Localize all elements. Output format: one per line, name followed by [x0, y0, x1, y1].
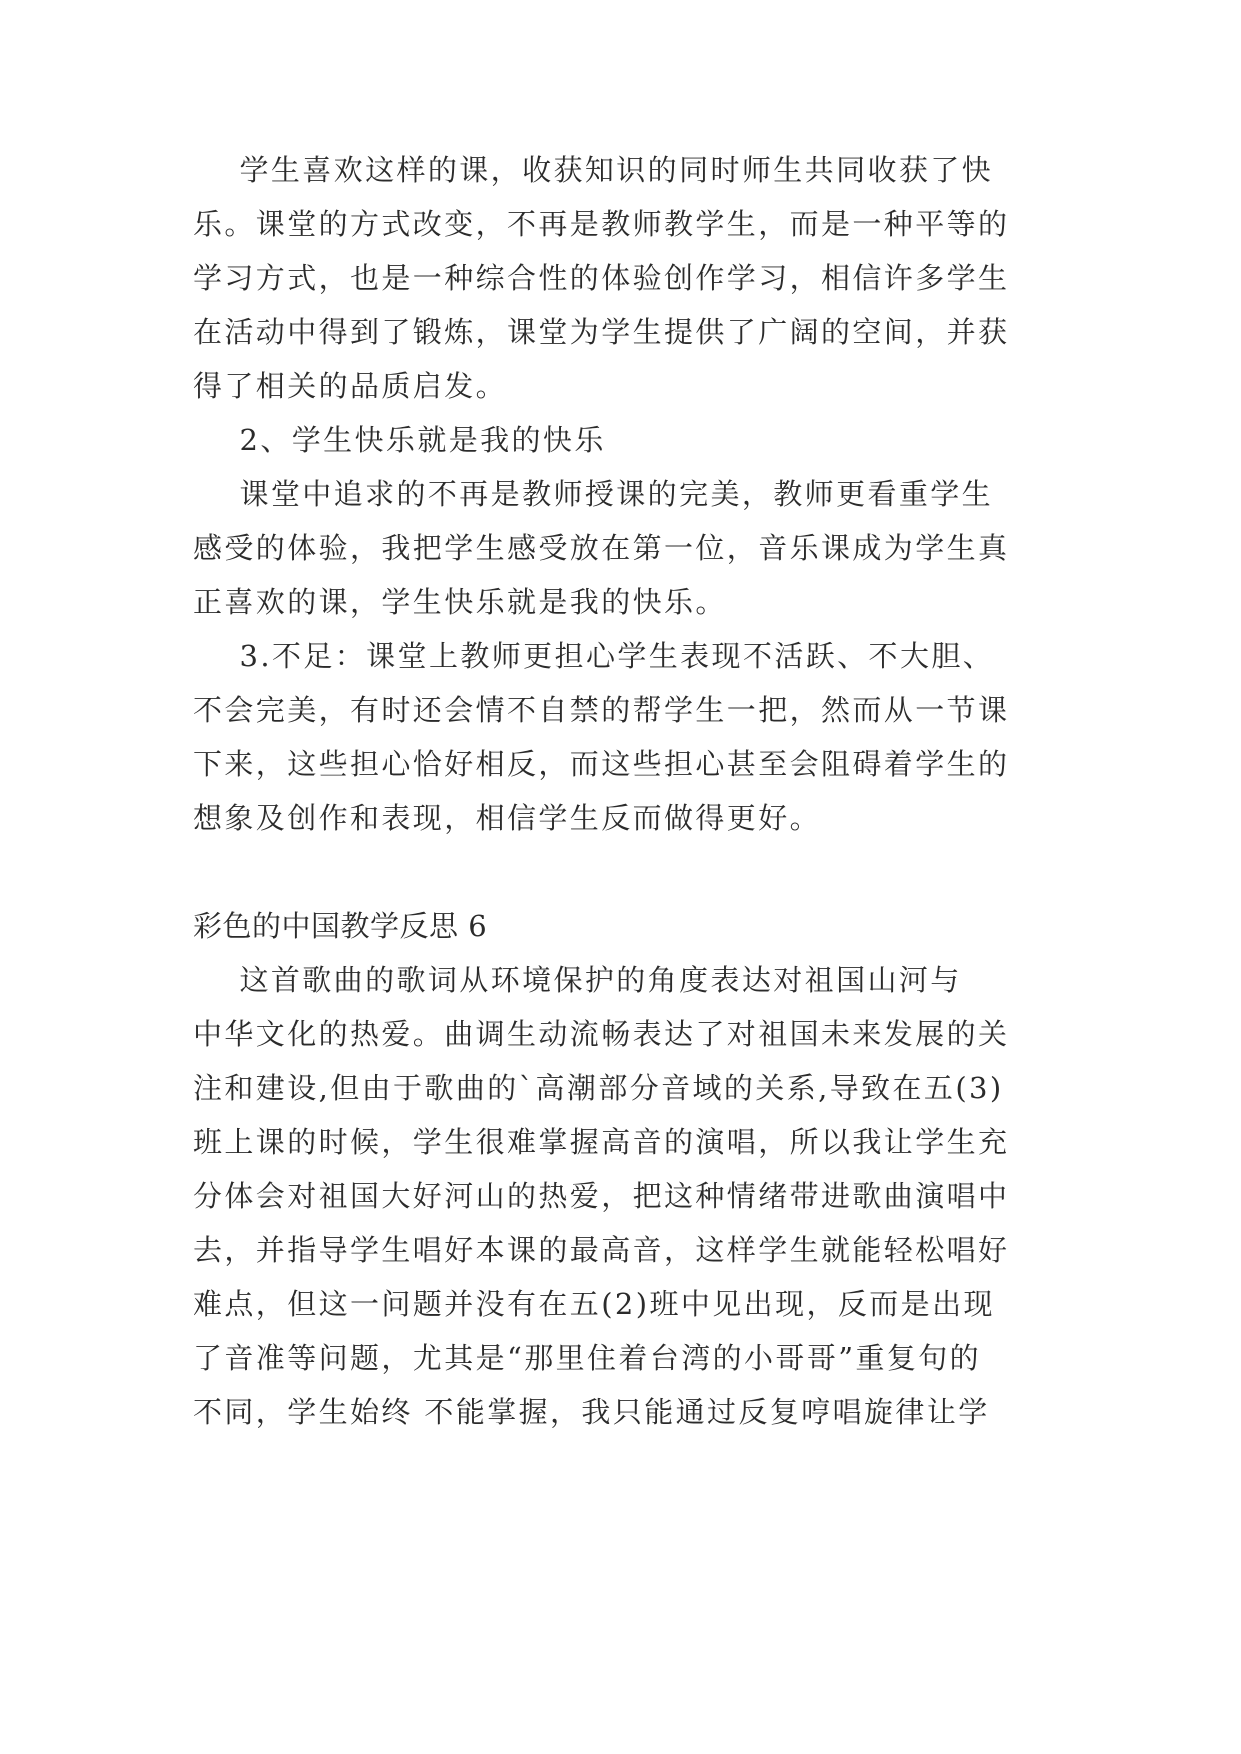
paragraph-line: 得了相关的品质启发。 [193, 369, 508, 403]
paragraph-line: 分体会对祖国大好河山的热爱，把这种情绪带进歌曲演唱中 [193, 1179, 1010, 1213]
paragraph-line: 学生喜欢这样的课，收获知识的同时师生共同收获了快 [193, 153, 994, 187]
paragraph-line: 正喜欢的课，学生快乐就是我的快乐。 [193, 585, 727, 619]
paragraph-line: 学习方式，也是一种综合性的体验创作学习，相信许多学生 [193, 261, 1010, 295]
paragraph-line: 不同，学生始终 不能掌握，我只能通过反复哼唱旋律让学 [193, 1395, 990, 1429]
paragraph-line: 在活动中得到了锻炼，课堂为学生提供了广阔的空间，并获 [193, 315, 1010, 349]
paragraph-line: 感受的体验，我把学生感受放在第一位，音乐课成为学生真 [193, 531, 1010, 565]
paragraph-line: 不会完美，有时还会情不自禁的帮学生一把，然而从一节课 [193, 693, 1010, 727]
paragraph-line: 了音准等问题，尤其是“那里住着台湾的小哥哥”重复句的 [193, 1341, 982, 1375]
subheading: 2、学生快乐就是我的快乐 [193, 423, 606, 457]
section-title: 彩色的中国教学反思 6 [193, 909, 488, 943]
paragraph-line: 课堂中追求的不再是教师授课的完美，教师更看重学生 [193, 477, 994, 511]
paragraph-line: 中华文化的热爱。曲调生动流畅表达了对祖国未来发展的关 [193, 1017, 1010, 1051]
paragraph-line: 乐。课堂的方式改变，不再是教师教学生，而是一种平等的 [193, 207, 1010, 241]
paragraph-line: 注和建设,但由于歌曲的`高潮部分音域的关系,导致在五(3) [193, 1071, 1004, 1105]
paragraph-line: 难点，但这一问题并没有在五(2)班中见出现，反而是出现 [193, 1287, 995, 1321]
paragraph-line: 去，并指导学生唱好本课的最高音，这样学生就能轻松唱好 [193, 1233, 1010, 1267]
paragraph-line: 这首歌曲的歌词从环境保护的角度表达对祖国山河与 [193, 963, 962, 997]
paragraph-line: 3.不足：课堂上教师更担心学生表现不活跃、不大胆、 [193, 639, 995, 673]
paragraph-line: 想象及创作和表现，相信学生反而做得更好。 [193, 801, 822, 835]
paragraph-line: 班上课的时候，学生很难掌握高音的演唱，所以我让学生充 [193, 1125, 1010, 1159]
paragraph-line: 下来，这些担心恰好相反，而这些担心甚至会阻碍着学生的 [193, 747, 1010, 781]
